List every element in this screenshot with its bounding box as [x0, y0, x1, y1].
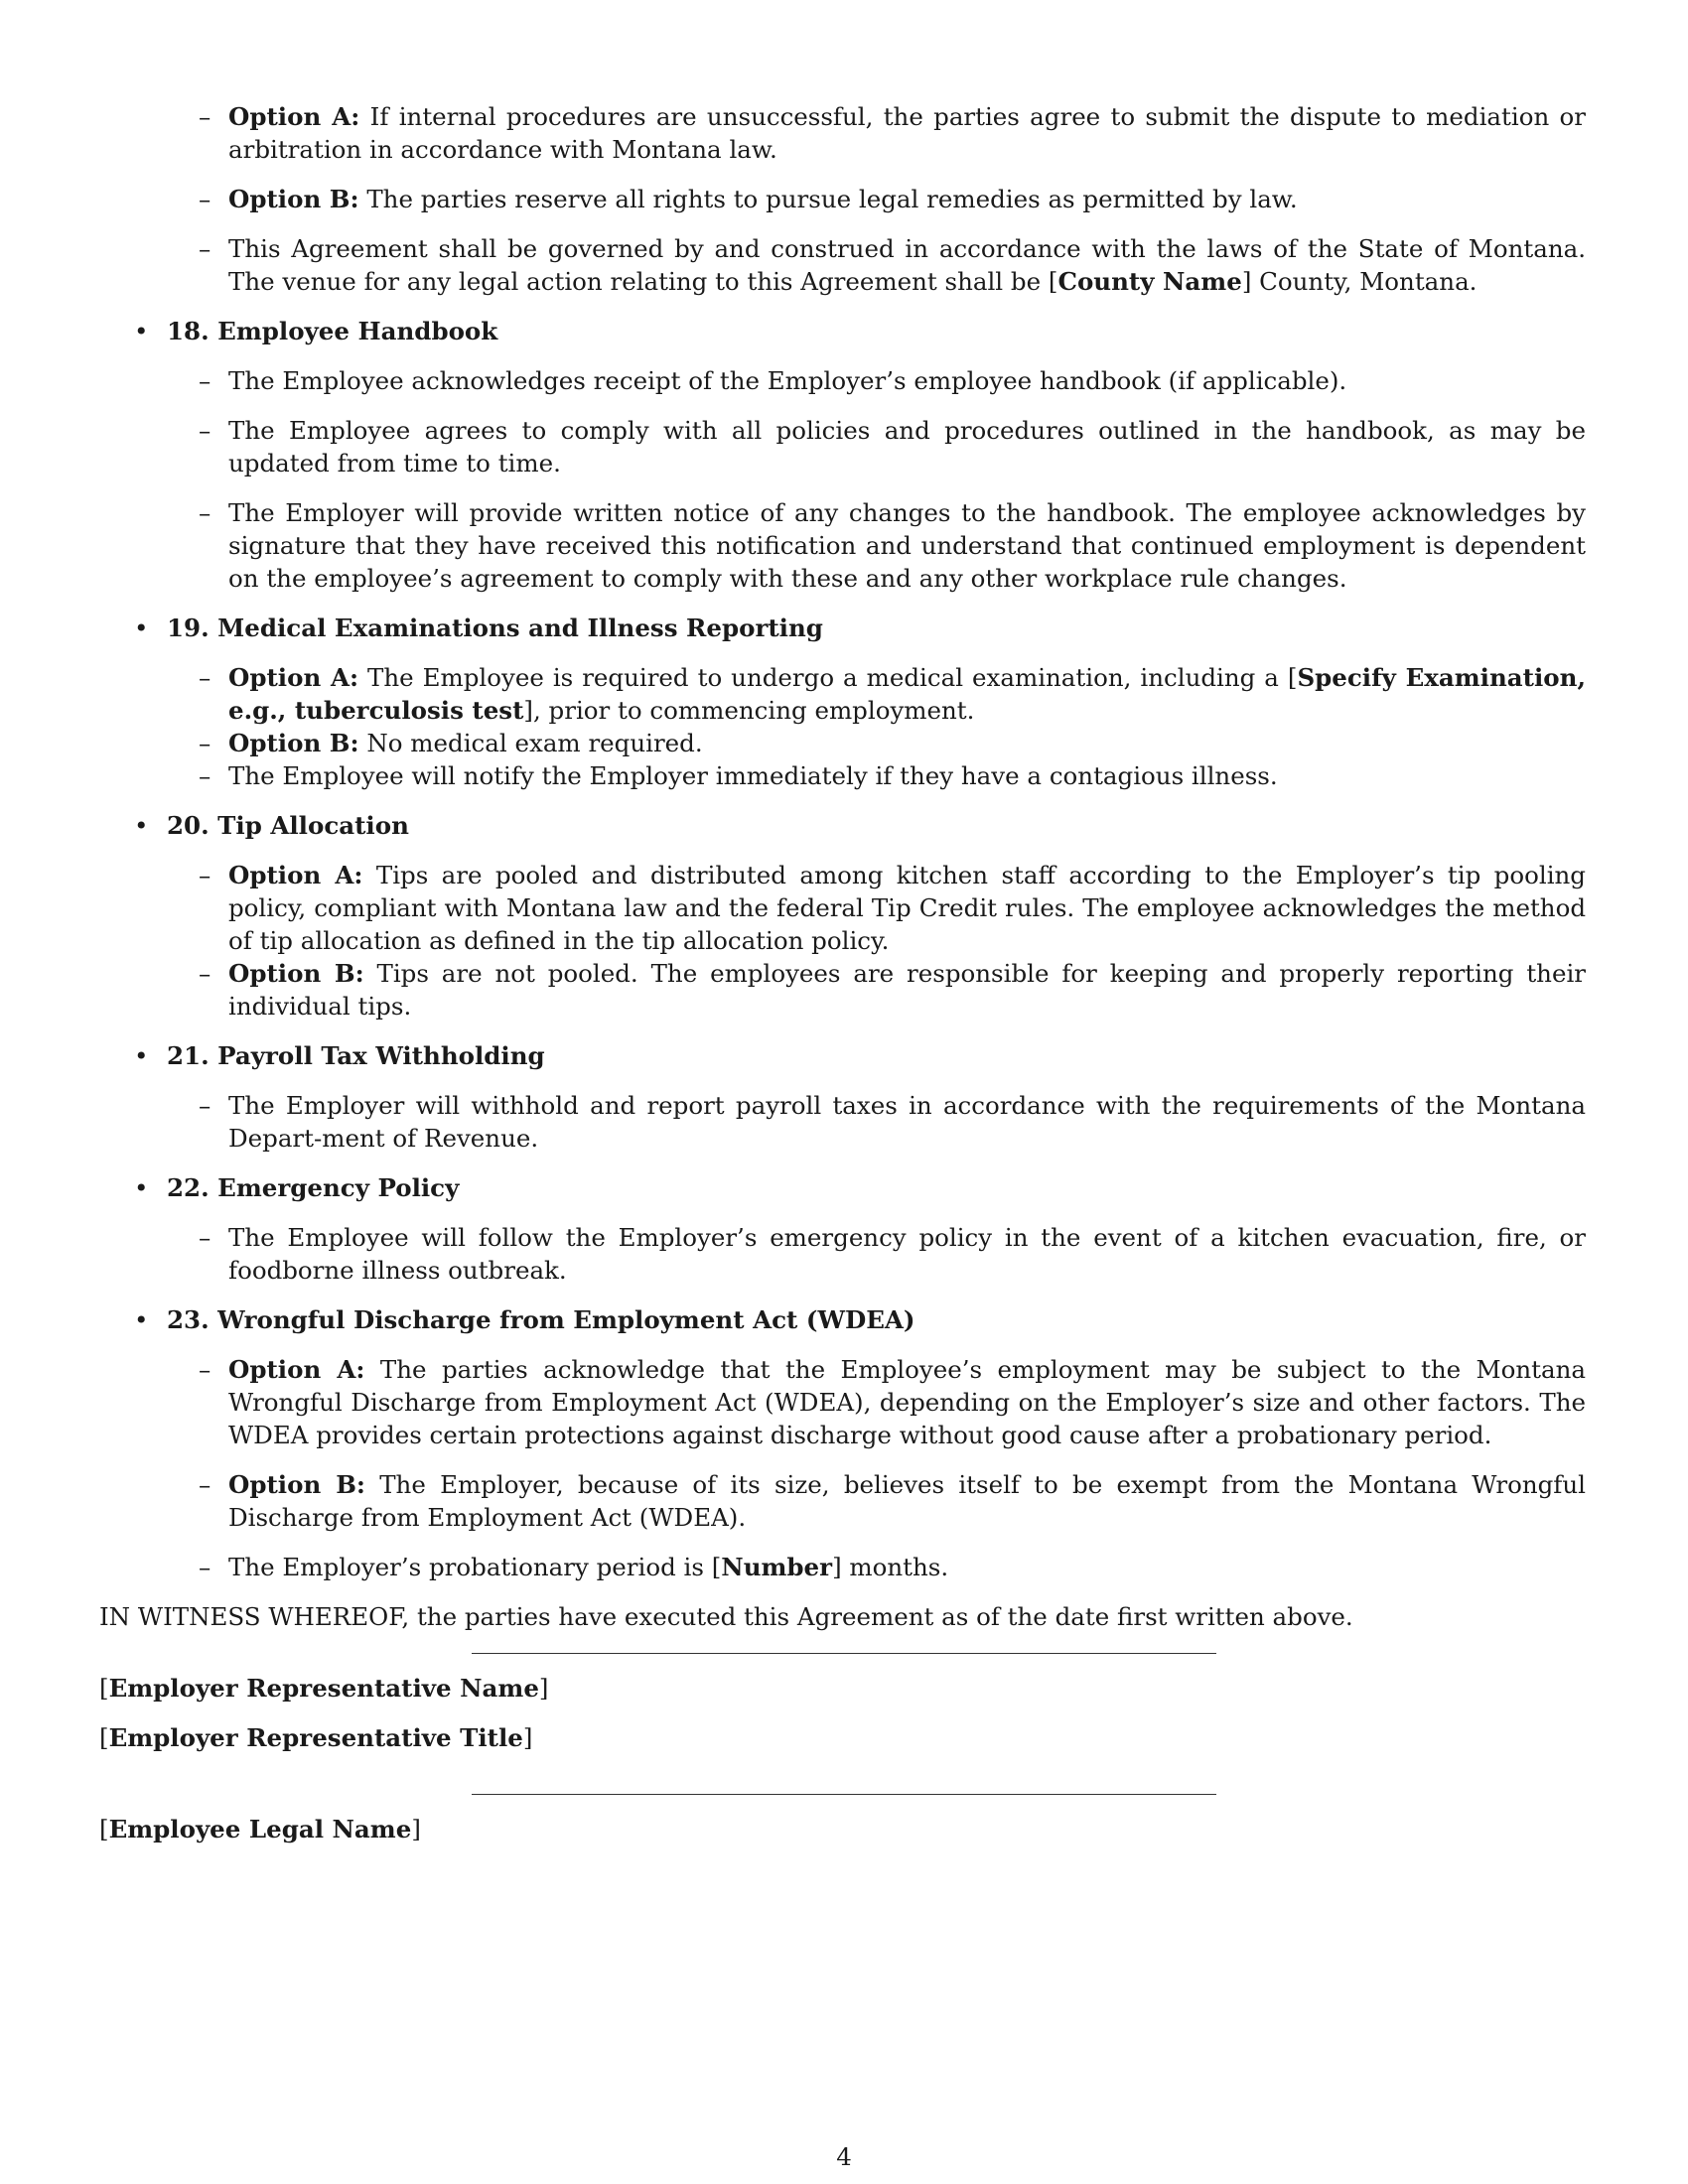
item-text: If internal procedures are unsuccessful, the parties agree to submit the dispute to mediation or arbitration in accordance with Montana law. — [228, 102, 1586, 164]
bracket: [ — [99, 1815, 109, 1843]
option-label: Option A: — [228, 861, 363, 889]
item-text: ] months. — [832, 1553, 949, 1581]
section-heading: 18. Employee Handbook — [167, 317, 498, 345]
bullet-marker: • — [134, 1173, 149, 1202]
section-heading: 23. Wrongful Discharge from Employment Act (WDEA) — [167, 1305, 915, 1334]
option-label: Option A: — [228, 663, 359, 692]
option-label: Option B: — [228, 959, 364, 988]
document-body — [99, 100, 1586, 1845]
section-22-items — [99, 1221, 1586, 1287]
dash-marker: – — [199, 761, 211, 790]
section-list — [99, 315, 1586, 347]
employee-name-placeholder — [99, 1813, 1586, 1845]
bracket: ] — [522, 1723, 533, 1752]
option-label: Option B: — [228, 1470, 365, 1499]
dash-marker: – — [199, 1355, 211, 1384]
employer-name-placeholder — [99, 1672, 1586, 1705]
section-18 — [99, 315, 1586, 347]
dash-marker: – — [199, 102, 211, 131]
item-text: ] County, Montana. — [1241, 267, 1477, 296]
section-22 — [99, 1171, 1586, 1204]
section-19 — [99, 612, 1586, 644]
item-text: The Employee will notify the Employer immediately if they have a contagious illness. — [228, 761, 1278, 790]
bracket: [ — [99, 1674, 109, 1703]
list-item — [99, 1221, 1586, 1287]
item-text: The Employer’s probationary period is [ — [228, 1553, 722, 1581]
section-list — [99, 809, 1586, 842]
item-text: The Employer will withhold and report payroll taxes in accordance with the requirements of the Montana Depart-ment of Revenue. — [228, 1091, 1586, 1153]
item-text: The parties acknowledge that the Employee’s employment may be subject to the Montana Wrongful Discharge from Employment Act (WDEA), depending on the Employer’s size and other factors. The WDEA provides certain protections against discharge without good cause after a probationary period. — [228, 1355, 1586, 1449]
dash-marker: – — [199, 729, 211, 757]
section-23-items — [99, 1353, 1586, 1583]
employer-signature-line — [472, 1653, 1216, 1654]
option-label: Option B: — [228, 185, 359, 213]
dash-marker: – — [199, 861, 211, 889]
bullet-marker: • — [134, 317, 149, 345]
placeholder-field: County Name — [1057, 267, 1242, 296]
section-list — [99, 1039, 1586, 1072]
bullet-marker: • — [134, 1305, 149, 1334]
list-item — [99, 859, 1586, 957]
item-text: ], prior to commencing employment. — [523, 696, 975, 725]
dash-marker: – — [199, 498, 211, 527]
section-19-items — [99, 661, 1586, 792]
item-text: This Agreement shall be governed by and construed in accordance with the laws of the State of Montana. The venue for any legal action relating to this Agreement shall be [ — [228, 234, 1586, 296]
dash-marker: – — [199, 234, 211, 263]
section-18-items — [99, 364, 1586, 595]
list-item — [99, 232, 1586, 298]
item-text: The Employee acknowledges receipt of the Employer’s employee handbook (if applicable). — [228, 366, 1347, 395]
dash-marker: – — [199, 1091, 211, 1120]
employee-signature-line — [472, 1794, 1216, 1795]
witness-clause: IN WITNESS WHEREOF, the parties have executed this Agreement as of the date first written above. — [99, 1602, 1353, 1631]
list-item — [99, 100, 1586, 166]
field-text: Employer Representative Name — [108, 1674, 539, 1703]
section-23 — [99, 1303, 1586, 1336]
placeholder-field: Number — [721, 1553, 833, 1581]
dash-marker: – — [199, 663, 211, 692]
item-text: The Employee agrees to comply with all policies and procedures outlined in the handbook, as may be updated from time to time. — [228, 416, 1586, 478]
section-list — [99, 612, 1586, 644]
bracket: [ — [99, 1723, 109, 1752]
list-item — [99, 364, 1586, 397]
item-text: No medical exam required. — [358, 729, 703, 757]
item-text: Tips are pooled and distributed among kitchen staff according to the Employer’s tip pooling policy, compliant with Montana law and the federal Tip Credit rules. The employee acknowledges the method of tip allocation as defined in the tip allocation policy. — [228, 861, 1586, 955]
field-text: Employer Representative Title — [108, 1723, 523, 1752]
item-text: Tips are not pooled. The employees are responsible for keeping and properly reporting their individual tips. — [228, 959, 1586, 1021]
section-heading: 22. Emergency Policy — [167, 1173, 460, 1202]
bullet-marker: • — [134, 614, 149, 642]
employer-signature-block — [99, 1672, 1586, 1754]
list-item — [99, 759, 1586, 792]
section-heading: 20. Tip Allocation — [167, 811, 409, 840]
item-text: The Employee will follow the Employer’s emergency policy in the event of a kitchen evacuation, fire, or foodborne illness outbreak. — [228, 1223, 1586, 1285]
bullet-marker: • — [134, 1041, 149, 1070]
dash-marker: – — [199, 959, 211, 988]
placeholder-field: Specify Examination, e.g., tuberculosis test — [228, 663, 1586, 725]
section-heading: 19. Medical Examinations and Illness Reporting — [167, 614, 823, 642]
item-text: The Employee is required to undergo a medical examination, including a [ — [358, 663, 1298, 692]
list-item — [99, 1089, 1586, 1155]
list-item — [99, 727, 1586, 759]
list-item — [99, 1353, 1586, 1451]
field-text: Employee Legal Name — [108, 1815, 412, 1843]
dash-marker: – — [199, 366, 211, 395]
section-21 — [99, 1039, 1586, 1072]
list-item — [99, 661, 1586, 727]
list-item — [99, 1468, 1586, 1534]
item-text: The Employer will provide written notice of any changes to the handbook. The employee acknowledges by signature that they have received this notification and understand that continued employment is dependent on the employee’s agreement to comply with these and any other workplace rule changes. — [228, 498, 1586, 593]
section-list — [99, 1303, 1586, 1336]
dash-marker: – — [199, 1470, 211, 1499]
employer-title-placeholder — [99, 1721, 1586, 1754]
option-label: Option A: — [228, 102, 360, 131]
bracket: ] — [538, 1674, 549, 1703]
list-item — [99, 1551, 1586, 1583]
item-text: The parties reserve all rights to pursue legal remedies as permitted by law. — [358, 185, 1298, 213]
option-label: Option A: — [228, 1355, 365, 1384]
dash-marker: – — [199, 1553, 211, 1581]
list-item — [99, 183, 1586, 215]
section-list — [99, 1171, 1586, 1204]
bracket: ] — [411, 1815, 421, 1843]
dash-marker: – — [199, 185, 211, 213]
employee-signature-block — [99, 1813, 1586, 1845]
section-21-items — [99, 1089, 1586, 1155]
dash-marker: – — [199, 416, 211, 445]
option-label: Option B: — [228, 729, 359, 757]
item-text: The Employer, because of its size, believes itself to be exempt from the Montana Wrongful Discharge from Employment Act (WDEA). — [228, 1470, 1586, 1532]
bullet-marker: • — [134, 811, 149, 840]
list-item — [99, 496, 1586, 595]
section-heading: 21. Payroll Tax Withholding — [167, 1041, 545, 1070]
section-20-items — [99, 859, 1586, 1023]
continued-dispute-list — [99, 100, 1586, 298]
section-20 — [99, 809, 1586, 842]
list-item — [99, 957, 1586, 1023]
page-number: 4 — [836, 2142, 852, 2171]
dash-marker: – — [199, 1223, 211, 1252]
list-item — [99, 414, 1586, 479]
